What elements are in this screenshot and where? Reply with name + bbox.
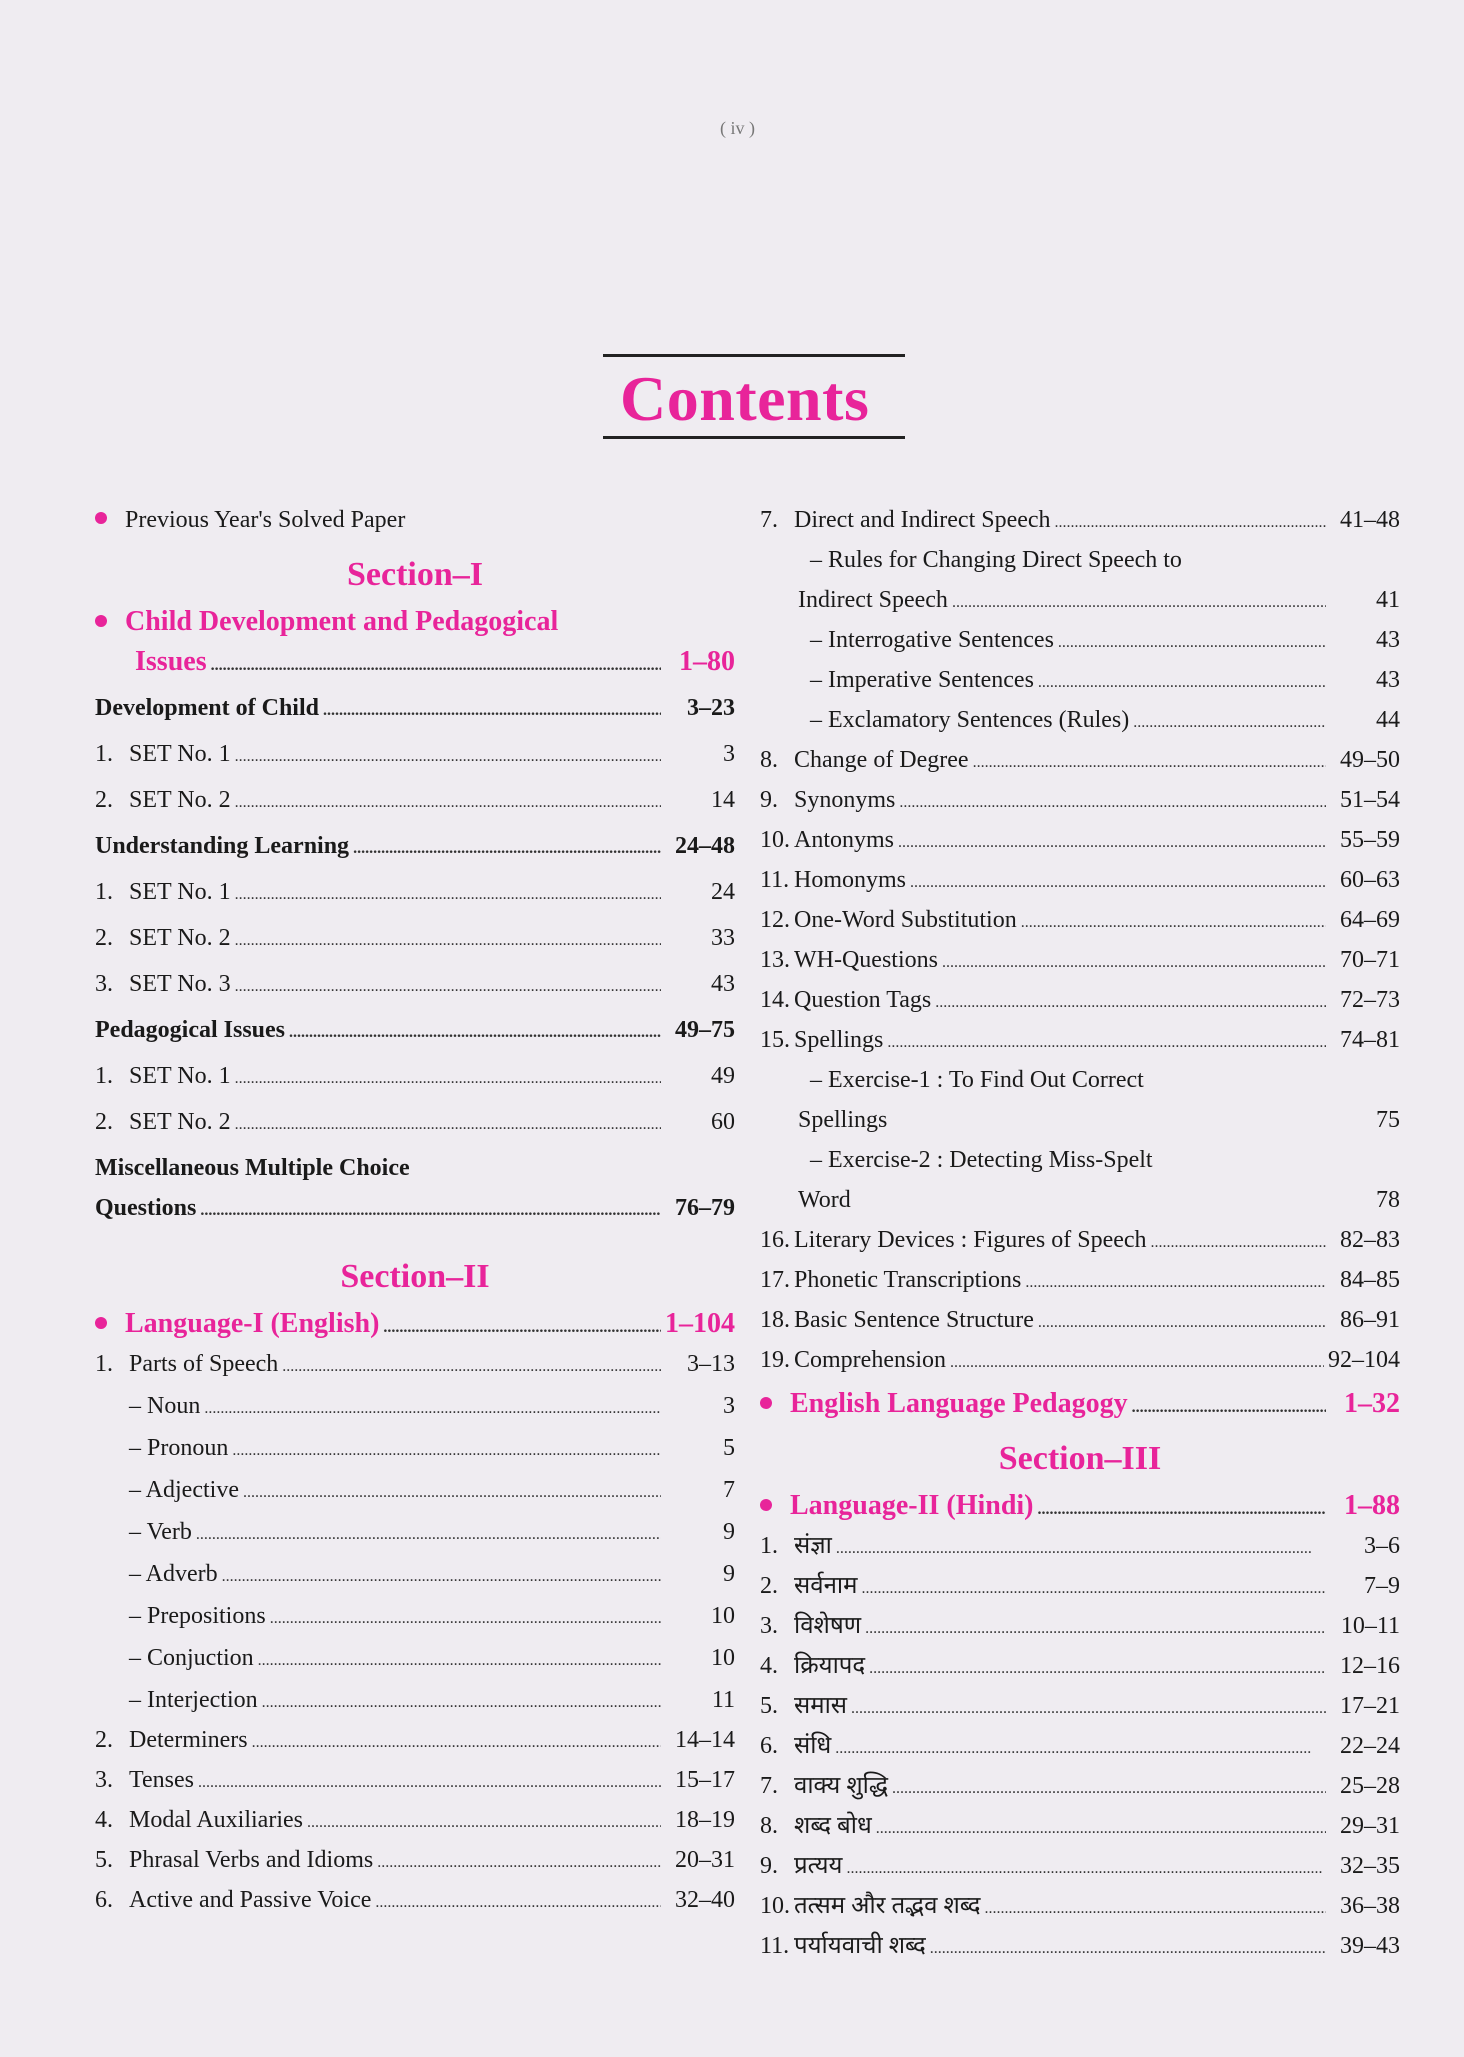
leader-dots xyxy=(235,872,661,915)
page-title: Contents xyxy=(620,363,870,434)
toc-entry-cdp[interactable]: Issues . . . 1–80 xyxy=(95,642,735,682)
leader-dots xyxy=(232,1428,661,1471)
toc-sub-entry[interactable]: – Exclamatory Sentences (Rules) . . . 44 xyxy=(760,700,1400,740)
leader-dots xyxy=(865,1606,1326,1649)
toc-entry-hindi[interactable]: 6. संधि . . . 22–24 xyxy=(760,1726,1400,1766)
toc-entry[interactable]: 13. WH-Questions . . . 70–71 xyxy=(760,940,1400,980)
toc-entry-hindi[interactable]: 3. विशेषण . . . 10–11 xyxy=(760,1606,1400,1646)
parts-of-speech-list xyxy=(95,1386,735,1720)
direct-indirect-sub-list xyxy=(760,620,1400,740)
leader-dots xyxy=(235,918,661,961)
bullet-icon xyxy=(760,1397,772,1409)
leader-dots xyxy=(973,740,1326,783)
leader-dots xyxy=(952,580,1326,623)
leader-dots xyxy=(200,1188,661,1231)
bullet-icon xyxy=(760,1499,772,1511)
toc-entry-misc-title[interactable]: Miscellaneous Multiple Choice xyxy=(95,1155,410,1181)
toc-sub-entry[interactable]: – Interrogative Sentences . . . 43 xyxy=(760,620,1400,660)
leader-dots xyxy=(1055,500,1326,543)
toc-group-heading[interactable]: Pedagogical Issues . . . 49–75 xyxy=(95,1010,735,1050)
toc-sub-entry[interactable]: – Pronoun . . . 5 xyxy=(95,1428,735,1468)
leader-dots xyxy=(1058,620,1326,663)
toc-sub-entry[interactable]: – Noun . . . 3 xyxy=(95,1386,735,1426)
leader-dots xyxy=(1038,660,1326,703)
toc-group-heading[interactable]: Understanding Learning . . . 24–48 xyxy=(95,826,735,866)
leader-dots xyxy=(851,1686,1326,1729)
leader-dots xyxy=(836,1526,1326,1569)
toc-entry[interactable]: 1. SET No. 1 . . . 3 xyxy=(95,734,735,774)
toc-entry[interactable]: 6. Active and Passive Voice . . . 32–40 xyxy=(95,1880,735,1920)
leader-dots xyxy=(383,1304,661,1348)
leader-dots xyxy=(910,860,1326,903)
toc-sub-entry[interactable]: – Adverb . . . 9 xyxy=(95,1554,735,1594)
toc-entry-hindi[interactable]: 9. प्रत्यय . . . 32–35 xyxy=(760,1846,1400,1886)
leader-dots xyxy=(1038,1486,1327,1530)
leader-dots xyxy=(235,964,661,1007)
leader-dots xyxy=(307,1800,661,1843)
leader-dots xyxy=(861,1566,1326,1609)
leader-dots xyxy=(898,820,1326,863)
language-1-list-right-b xyxy=(760,1220,1400,1380)
toc-entry-prev-paper[interactable]: Previous Year's Solved Paper xyxy=(95,500,735,540)
leader-dots xyxy=(289,1010,661,1053)
toc-sub-entry[interactable]: – Adjective . . . 7 xyxy=(95,1470,735,1510)
section-3-heading: Section–III xyxy=(998,1440,1162,1477)
toc-entry-hindi[interactable]: 1. संज्ञा . . . 3–6 xyxy=(760,1526,1400,1566)
toc-entry-language-1[interactable]: Language-I (English) . . . 1–104 xyxy=(95,1304,735,1344)
leader-dots xyxy=(198,1760,661,1803)
toc-entry-hindi[interactable]: 10. तत्सम और तद्भव शब्द . . . 36–38 xyxy=(760,1886,1400,1926)
leader-dots xyxy=(950,1340,1324,1383)
leader-dots xyxy=(323,688,661,731)
toc-entry[interactable]: 9. Synonyms . . . 51–54 xyxy=(760,780,1400,820)
leader-dots xyxy=(1133,700,1326,743)
toc-entry-exercise-1[interactable]: Spellings 75 xyxy=(798,1107,1400,1133)
section-2-heading: Section–II xyxy=(340,1258,490,1295)
toc-entry-hindi[interactable]: 11. पर्यायवाची शब्द . . . 39–43 xyxy=(760,1926,1400,1966)
leader-dots xyxy=(1038,1300,1326,1343)
toc-entry-misc[interactable]: Questions . . . 76–79 xyxy=(95,1188,735,1228)
cdp-groups xyxy=(95,688,735,1142)
leader-dots xyxy=(235,1102,661,1145)
leader-dots xyxy=(846,1846,1326,1889)
toc-entry-exercise-2[interactable]: Word 78 xyxy=(798,1187,1400,1213)
leader-dots xyxy=(942,940,1326,983)
toc-entry-language-2[interactable]: Language-II (Hindi) . . . 1–88 xyxy=(760,1486,1400,1526)
toc-entry[interactable]: 16. Literary Devices : Figures of Speech . . . 82–83 xyxy=(760,1220,1400,1260)
toc-entry[interactable]: 2. SET No. 2 . . . 60 xyxy=(95,1102,735,1142)
toc-entry-hindi[interactable]: 7. वाक्य शुद्धि . . . 25–28 xyxy=(760,1766,1400,1806)
leader-dots xyxy=(869,1646,1326,1689)
bullet-icon xyxy=(95,1317,107,1329)
leader-dots xyxy=(899,780,1326,823)
toc-entry[interactable]: 10. Antonyms . . . 55–59 xyxy=(760,820,1400,860)
toc-entry[interactable]: 14. Question Tags . . . 72–73 xyxy=(760,980,1400,1020)
leader-dots xyxy=(262,1680,661,1723)
toc-entry[interactable]: 15. Spellings . . . 74–81 xyxy=(760,1020,1400,1060)
toc-entry[interactable]: 4. Modal Auxiliaries . . . 18–19 xyxy=(95,1800,735,1840)
leader-dots xyxy=(252,1720,661,1763)
toc-entry[interactable]: 1. SET No. 1 . . . 24 xyxy=(95,872,735,912)
leader-dots xyxy=(1132,1384,1326,1428)
language-1-list-right-a xyxy=(760,740,1400,1060)
toc-entry[interactable]: 11. Homonyms . . . 60–63 xyxy=(760,860,1400,900)
toc-entry[interactable]: 2. Determiners . . . 14–14 xyxy=(95,1720,735,1760)
toc-entry[interactable]: 3. Tenses . . . 15–17 xyxy=(95,1760,735,1800)
toc-entry[interactable]: 19. Comprehension . . . 92–104 xyxy=(760,1340,1400,1380)
toc-group-heading[interactable]: Development of Child . . . 3–23 xyxy=(95,688,735,728)
toc-sub-entry[interactable]: – Prepositions . . . 10 xyxy=(95,1596,735,1636)
title-rule-bottom xyxy=(603,436,905,439)
leader-dots xyxy=(222,1554,661,1597)
language-1-list-left xyxy=(95,1720,735,1920)
toc-sub-entry[interactable]: – Verb . . . 9 xyxy=(95,1512,735,1552)
toc-entry-parts-of-speech[interactable]: 1. Parts of Speech . . . 3–13 xyxy=(95,1344,735,1384)
toc-entry-exercise-2-title[interactable]: – Exercise-2 : Detecting Miss-Spelt xyxy=(810,1147,1153,1173)
leader-dots xyxy=(377,1840,661,1883)
toc-entry[interactable]: 8. Change of Degree . . . 49–50 xyxy=(760,740,1400,780)
toc-entry-hindi[interactable]: 4. क्रियापद . . . 12–16 xyxy=(760,1646,1400,1686)
leader-dots xyxy=(270,1596,661,1639)
toc-entry[interactable]: 1. SET No. 1 . . . 49 xyxy=(95,1056,735,1096)
leader-dots xyxy=(930,1926,1326,1969)
toc-right-column xyxy=(760,500,1400,1966)
leader-dots xyxy=(935,980,1326,1023)
toc-sub-entry[interactable]: – Interjection . . . 11 xyxy=(95,1680,735,1720)
toc-entry-hindi[interactable]: 5. समास . . . 17–21 xyxy=(760,1686,1400,1726)
leader-dots xyxy=(1025,1260,1326,1303)
leader-dots xyxy=(282,1344,661,1387)
leader-dots xyxy=(835,1726,1326,1769)
toc-entry[interactable]: 17. Phonetic Transcriptions . . . 84–85 xyxy=(760,1260,1400,1300)
leader-dots xyxy=(235,1056,661,1099)
title-rule-top xyxy=(603,354,905,357)
toc-entry-cdp-title[interactable]: Child Development and Pedagogical xyxy=(95,602,735,642)
leader-dots xyxy=(235,780,661,823)
leader-dots xyxy=(375,1880,661,1923)
leader-dots xyxy=(985,1886,1326,1929)
toc-entry-rules[interactable]: Indirect Speech . . . 41 xyxy=(760,580,1400,620)
leader-dots xyxy=(211,642,661,686)
leader-dots xyxy=(887,1020,1326,1063)
bullet-icon xyxy=(95,615,107,627)
toc-entry[interactable]: 12. One-Word Substitution . . . 64–69 xyxy=(760,900,1400,940)
toc-entry-hindi[interactable]: 2. सर्वनाम . . . 7–9 xyxy=(760,1566,1400,1606)
toc-entry[interactable]: 3. SET No. 3 . . . 43 xyxy=(95,964,735,1004)
leader-dots xyxy=(196,1512,661,1555)
toc-entry[interactable]: 2. SET No. 2 . . . 14 xyxy=(95,780,735,820)
leader-dots xyxy=(353,826,661,869)
language-2-list xyxy=(760,1526,1400,1966)
leader-dots xyxy=(892,1766,1326,1809)
toc-left-column xyxy=(95,500,735,1920)
leader-dots xyxy=(1021,900,1326,943)
leader-dots xyxy=(876,1806,1326,1849)
leader-dots xyxy=(243,1470,661,1513)
toc-entry[interactable]: 5. Phrasal Verbs and Idioms . . . 20–31 xyxy=(95,1840,735,1880)
toc-entry-hindi[interactable]: 8. शब्द बोध . . . 29–31 xyxy=(760,1806,1400,1846)
toc-sub-entry[interactable]: – Imperative Sentences . . . 43 xyxy=(760,660,1400,700)
toc-sub-entry[interactable]: – Conjuction . . . 10 xyxy=(95,1638,735,1678)
leader-dots xyxy=(258,1638,661,1681)
toc-entry-english-pedagogy[interactable]: English Language Pedagogy . . . 1–32 xyxy=(760,1384,1400,1424)
toc-entry-rules-title[interactable]: – Rules for Changing Direct Speech to xyxy=(810,547,1182,573)
toc-entry-exercise-1-title[interactable]: – Exercise-1 : To Find Out Correct xyxy=(810,1067,1144,1093)
leader-dots xyxy=(1151,1220,1326,1263)
toc-entry[interactable]: 2. SET No. 2 . . . 33 xyxy=(95,918,735,958)
toc-entry[interactable]: 18. Basic Sentence Structure . . . 86–91 xyxy=(760,1300,1400,1340)
leader-dots xyxy=(235,734,661,777)
page-label: ( iv ) xyxy=(720,118,755,138)
leader-dots xyxy=(204,1386,661,1429)
section-1-heading: Section–I xyxy=(347,556,483,593)
toc-entry-direct-indirect[interactable]: 7. Direct and Indirect Speech . . . 41–48 xyxy=(760,500,1400,540)
bullet-icon xyxy=(95,512,107,524)
